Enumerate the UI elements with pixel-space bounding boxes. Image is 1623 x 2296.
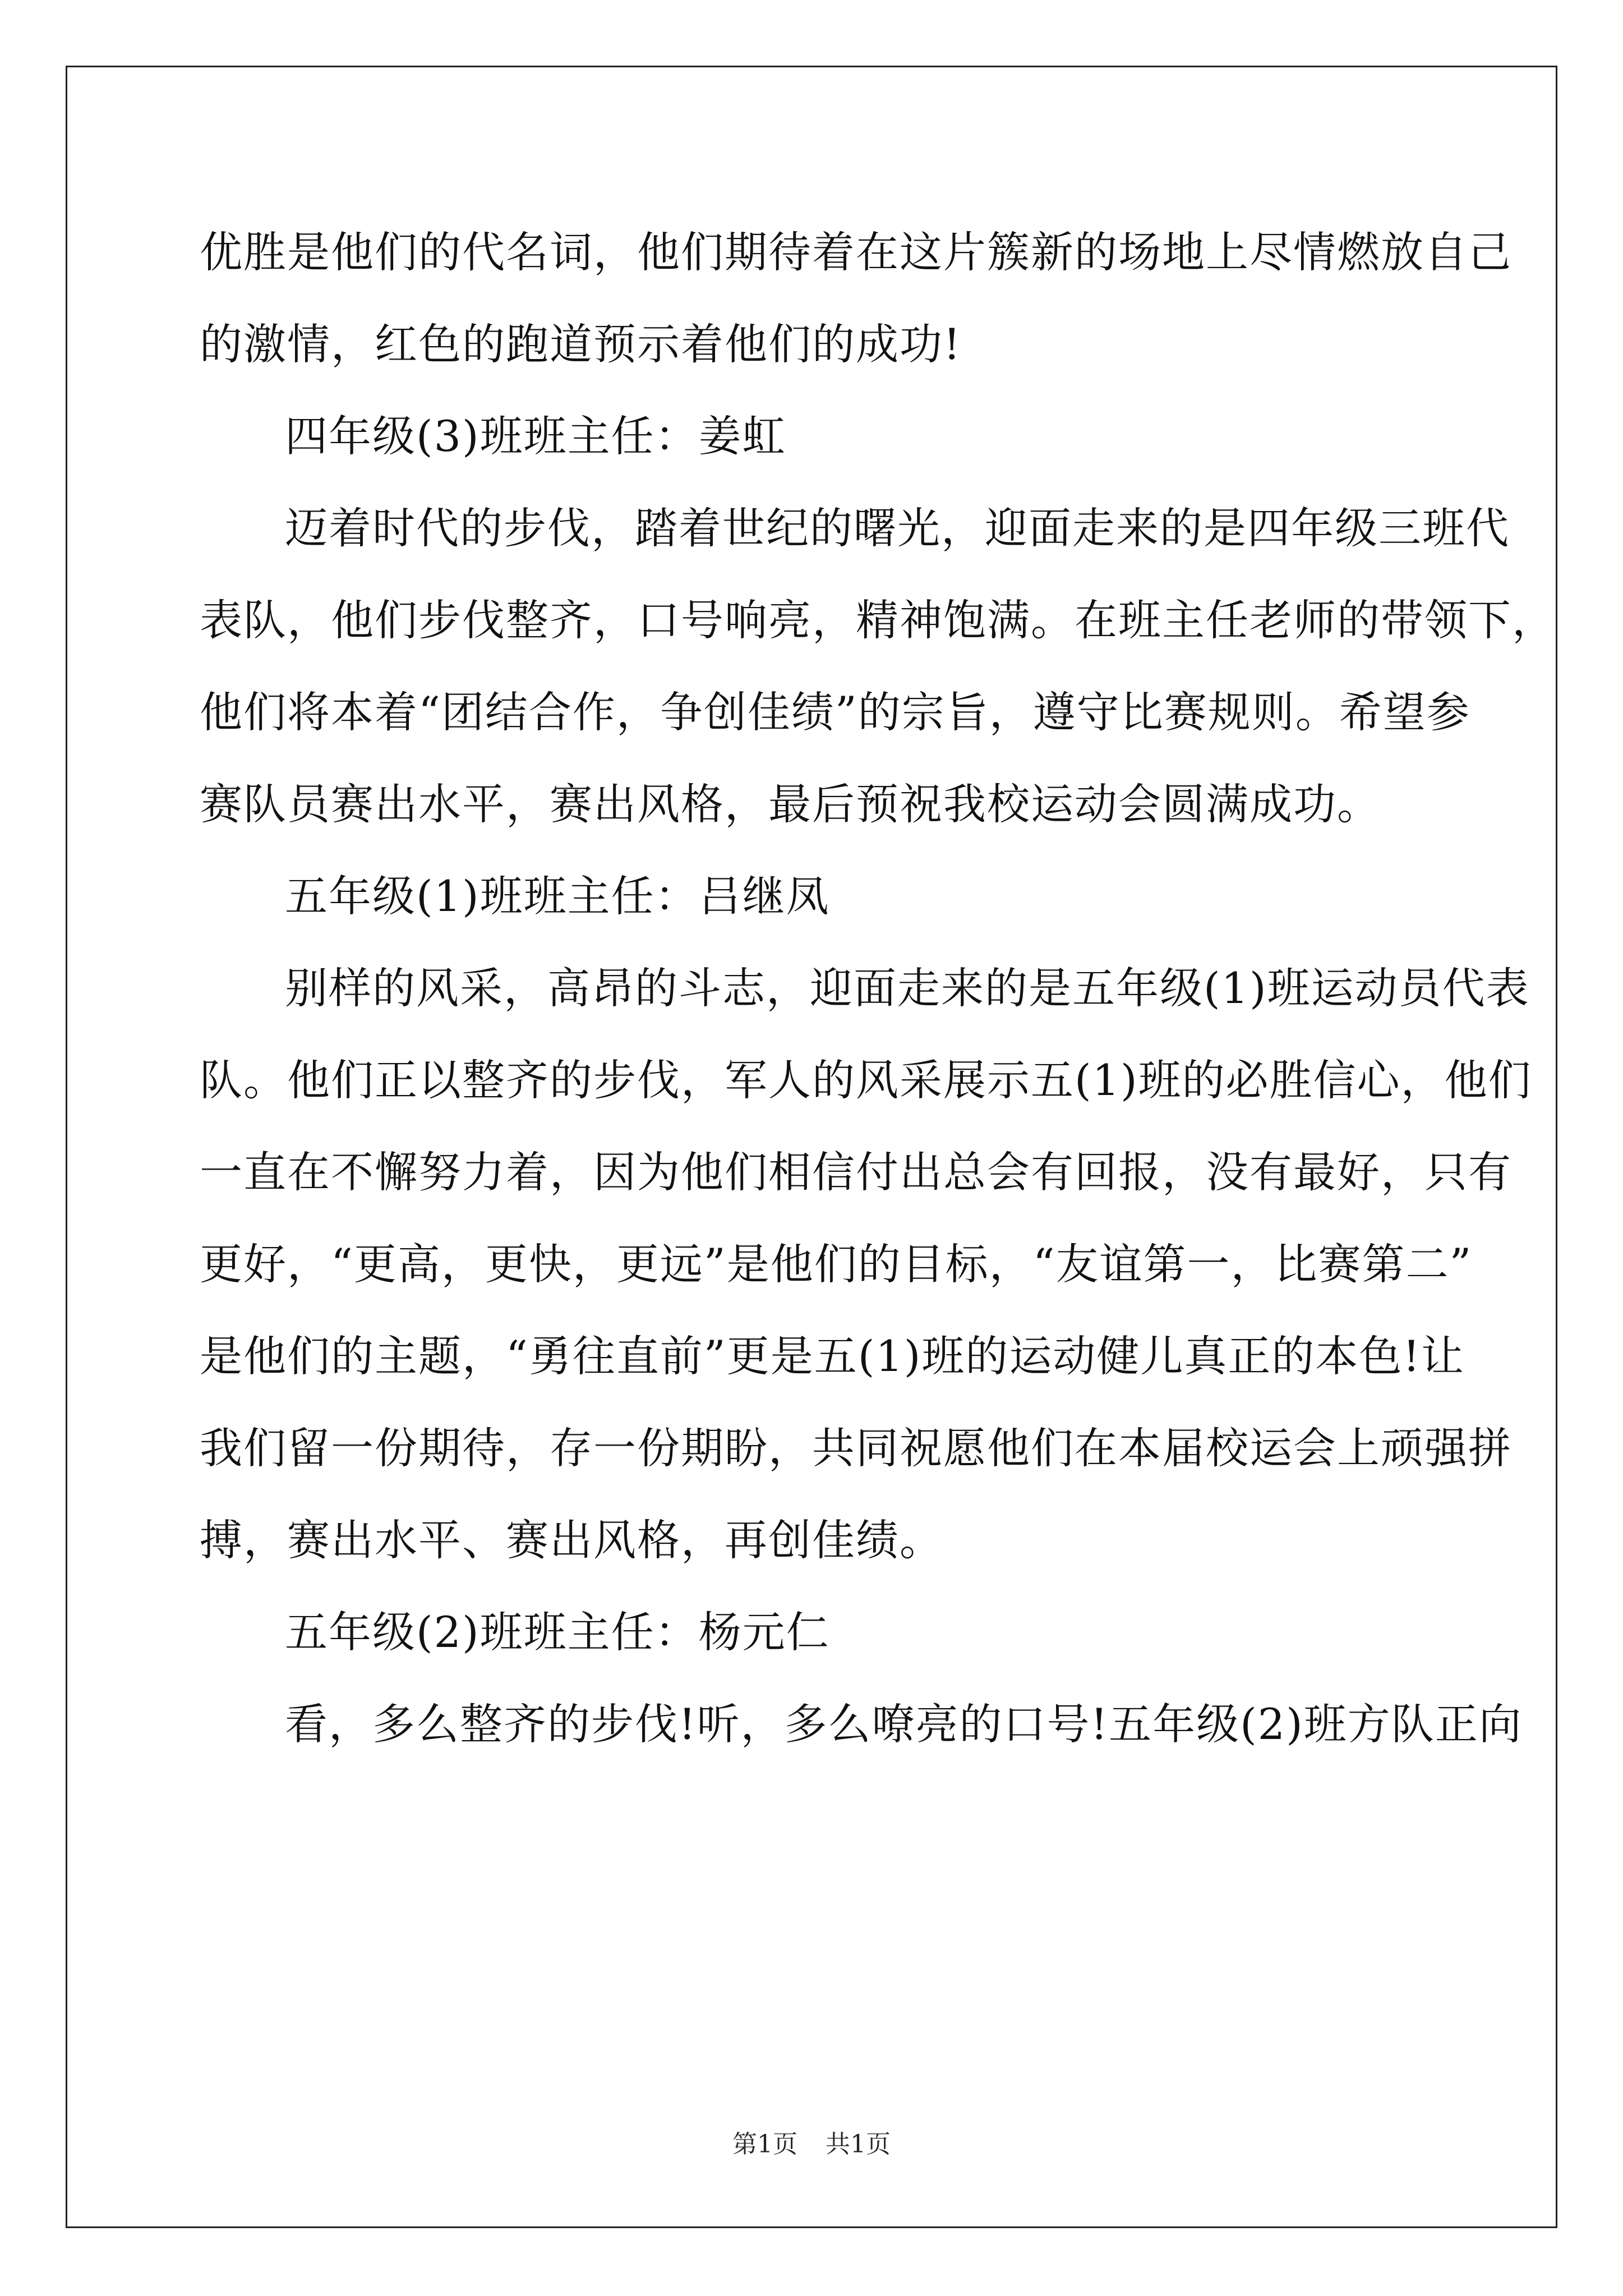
text-line: 更好，“更高，更快，更远”是他们的目标，“友谊第一，比赛第二”: [200, 1239, 1473, 1289]
text-line: 搏，赛出水平、赛出风格，再创佳绩。: [200, 1515, 943, 1565]
text-line: 是他们的主题，“勇往直前”更是五(1)班的运动健儿真正的本色!让: [200, 1331, 1465, 1381]
page-number: 第1页: [732, 2130, 797, 2159]
text-line: 队。他们正以整齐的步伐，军人的风采展示五(1)班的必胜信心，他们: [200, 1055, 1532, 1105]
text-line: 赛队员赛出水平，赛出风格，最后预祝我校运动会圆满成功。: [200, 779, 1381, 829]
text-line: 一直在不懈努力着，因为他们相信付出总会有回报，没有最好，只有: [200, 1147, 1512, 1197]
paragraph-start: 别样的风采，高昂的斗志，迎面走来的是五年级(1)班运动员代表: [285, 963, 1530, 1013]
class-teacher-heading: 五年级(1)班班主任：吕继凤: [285, 871, 830, 921]
paragraph-start: 迈着时代的步伐，踏着世纪的曙光，迎面走来的是四年级三班代: [285, 503, 1510, 553]
text-line: 他们将本着“团结合作，争创佳绩”的宗旨，遵守比赛规则。希望参: [200, 687, 1470, 737]
document-body: [200, 218, 1556, 1782]
text-line: 我们留一份期待，存一份期盼，共同祝愿他们在本届校运会上顽强拼: [200, 1423, 1512, 1473]
page-footer: [0, 2128, 1623, 2161]
text-line: 表队，他们步伐整齐，口号响亮，精神饱满。在班主任老师的带领下，: [200, 595, 1556, 645]
paragraph-start: 看，多么整齐的步伐!听，多么嘹亮的口号!五年级(2)班方队正向: [285, 1699, 1523, 1749]
class-teacher-heading: 四年级(3)班班主任：姜虹: [285, 411, 786, 461]
text-line: 的激情，红色的跑道预示着他们的成功!: [200, 319, 962, 369]
text-line: 优胜是他们的代名词，他们期待着在这片簇新的场地上尽情燃放自己: [200, 227, 1512, 277]
class-teacher-heading: 五年级(2)班班主任：杨元仁: [285, 1607, 830, 1657]
page-total: 共1页: [826, 2130, 891, 2159]
